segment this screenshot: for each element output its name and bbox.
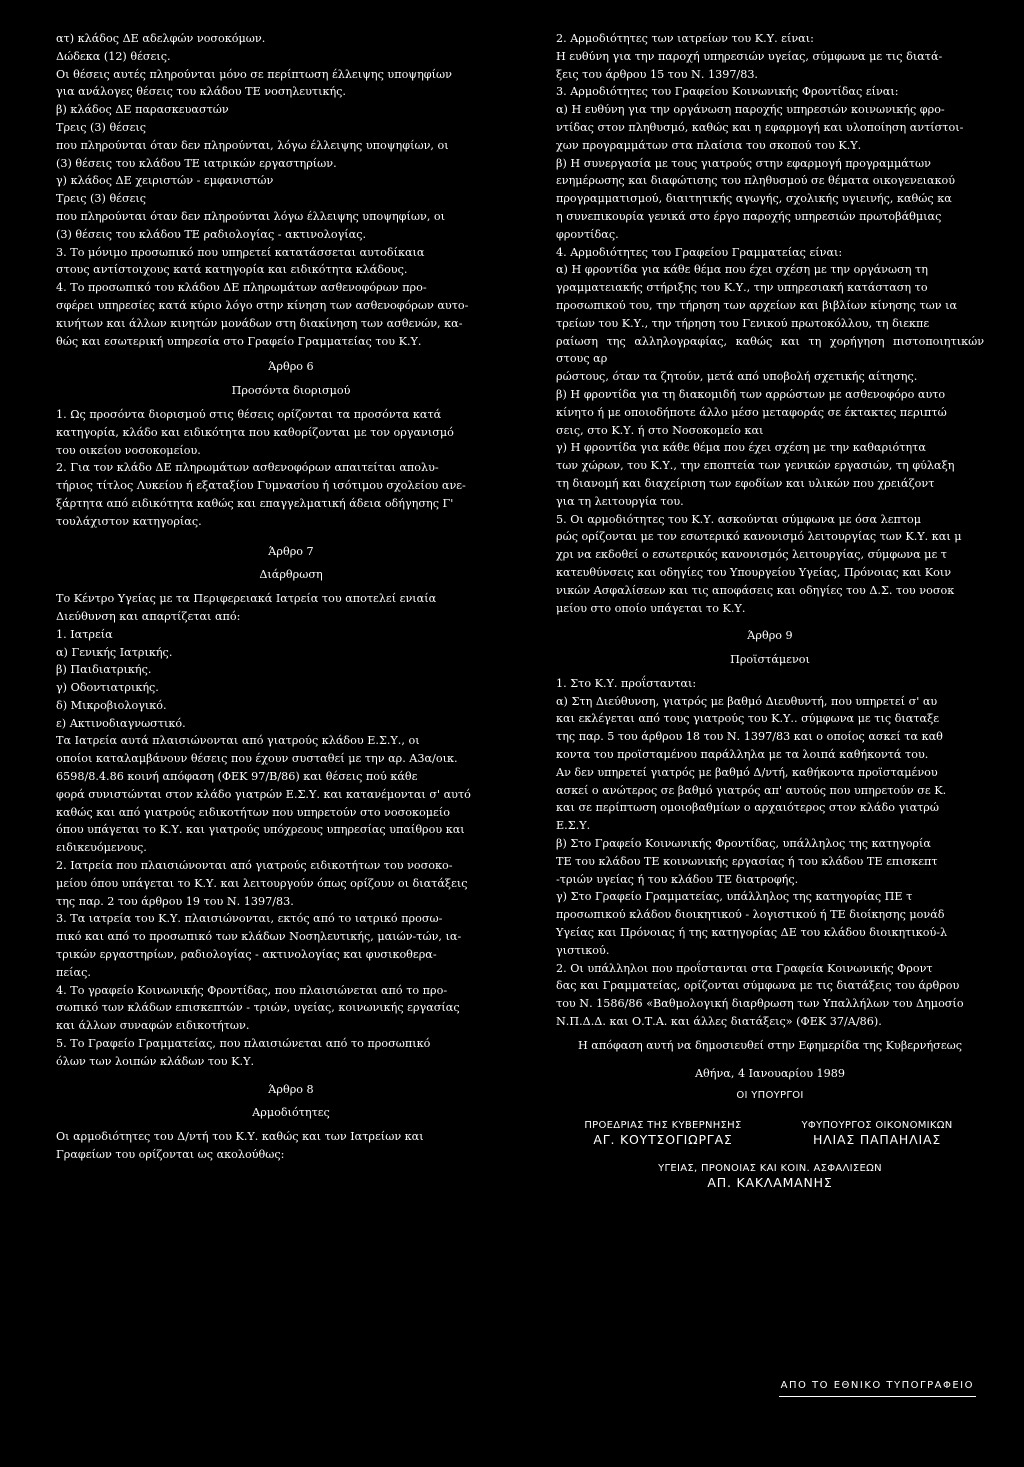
right-paragraph-2: 1. Στο Κ.Υ. προΐστανται: α) Στη Διεύθυνση, γιατρός με βαθμό Διευθυντή, που υπηρετεί σ' αυ και εκλέγεται από τους γιατρούς του Κ.Υ.. σύμφωνα με τις διαταξε της παρ. 5 του άρθρου 18 του Ν. 1397/83 και ο οποίος ασκεί τα καθ κοντα του προϊσταμένου παράλληλα με τα λοιπά καθήκοντά του. Αν δεν υπηρετεί γιατρός με βαθμό Δ/ντή, καθήκοντα προϊσταμένου ασκεί ο ανώτερος σε βαθμό γιατρός απ' αυτούς που υπηρετούν σε Κ. και σε περίπτωση ομοιοβαθμίων ο αρχαιότερος στον κλάδο γιατρώ Ε.Σ.Υ. β) Στο Γραφείο Κοινωνικής Φροντίδας, υπάλληλος της κατηγορία ΤΕ του κλάδου ΤΕ κοινωνικής εργασίας ή του κλάδου ΤΕ επισκεπτ -τριών υγείας ή του κλάδου ΤΕ διατροφής. γ) Στο Γραφείο Γραμματείας, υπάλληλος της κατηγορίας ΠΕ τ προσωπικού κλάδου διοικητικού - λογιστικού ή ΤΕ διοίκησης μονάδ Υγείας και Πρόνοιας ή της κατηγορίας ΔΕ του κλάδου διοικητικού-λ γιστικού. 2. Οι υπάλληλοι που προΐστανται στα Γραφεία Κοινωνικής Φροντ δας και Γραμματείας, ορίζονται σύμφωνα με τις διατάξεις του άρθρου του Ν. 1586/86 «Βαθμολογική διαρθρωση των Υπαλλήλων του Δημοσίο Ν.Π.Δ.Δ. και Ο.Τ.Α. και άλλες διατάξεις» (ΦΕΚ 37/Α/86). <box>556 676 964 1029</box>
signature-role: ΥΓΕΙΑΣ, ΠΡΟΝΟΙΑΣ ΚΑΙ ΚΟΙΝ. ΑΣΦΑΛΙΣΕΩΝ <box>658 1163 882 1175</box>
article-9-title: Άρθρο 9 <box>747 629 793 643</box>
left-paragraph-4: Οι αρμοδιότητες του Δ/ντή του Κ.Υ. καθώς και των Ιατρείων και Γραφείων του ορίζονται ως ακολούθως: <box>56 1130 424 1162</box>
left-paragraph-2: 1. Ως προσόντα διορισμού στις θέσεις ορίζονται τα προσόντα κατά κατηγορία, κλάδο και ειδικότητα που καθορίζονται με τον οργανισμό του οικείου νοσοκομείου. 2. Για τον κλάδο ΔΕ πληρωμάτων ασθενοφόρων απαιτείται απολυ- τήριος τίτλος Λυκείου ή εξαταξίου Γυμνασίου ή ισότιμου σχολείου ανε- ξάρτητα από ειδικότητα καθώς και επαγγελματική άδεια οδήγησης Γ' τουλάχιστον κατηγορίας. <box>56 407 466 528</box>
article-7-subtitle: Διάρθρωση <box>259 568 323 582</box>
printer-imprint: ΑΠΟ ΤΟ ΕΘΝΙΚΟ ΤΥΠΟΓΡΑΦΕΙΟ <box>779 1377 976 1397</box>
signature-role: ΠΡΟΕΔΡΙΑΣ ΤΗΣ ΚΥΒΕΡΝΗΣΗΣ <box>584 1120 742 1132</box>
signature-finance <box>770 1120 984 1147</box>
publication-order: Η απόφαση αυτή να δημοσιευθεί στην Εφημερίδα της Κυβερνήσεως <box>578 1038 962 1052</box>
signature-health <box>556 1163 984 1190</box>
signature-role: ΥΦΥΠΟΥΡΓΟΣ ΟΙΚΟΝΟΜΙΚΩΝ <box>801 1120 953 1132</box>
left-column <box>56 0 526 1164</box>
article-6-title: Άρθρο 6 <box>268 360 314 374</box>
article-8-title: Άρθρο 8 <box>268 1082 314 1096</box>
place-and-date: Αθήνα, 4 Ιανουαρίου 1989 <box>694 1066 846 1080</box>
article-6-subtitle: Προσόντα διορισμού <box>231 384 351 398</box>
article-7-title: Άρθρο 7 <box>268 544 314 558</box>
article-9-subtitle: Προϊστάμενοι <box>730 653 810 667</box>
signature-name: ΗΛΙΑΣ ΠΑΠΑΗΛΙΑΣ <box>812 1132 942 1148</box>
signatures-row <box>556 1120 984 1147</box>
right-paragraph-1: 2. Αρμοδιότητες των ιατρείων του Κ.Υ. είναι: Η ευθύνη για την παροχή υπηρεσιών υγείας, σύμφωνα με τις διατά- ξεις του άρθρου 15 του Ν. 1397/83. 3. Αρμοδιότητες του Γραφείου Κοινωνικής Φροντίδας είναι: α) Η ευθύνη για την οργάνωση παροχής υπηρεσιών κοινωνικής φρο- ντίδας στον πληθυσμό, καθώς και η εφαρμογή και υλοποίηση αντίστοι- χων προγραμμάτων στα πλαίσια του σκοπού του Κ.Υ. β) Η συνεργασία με τους γιατρούς στην εφαρμογή προγραμμάτων ενημέρωσης και διαφώτισης του πληθυσμού σε θέματα οικογενειακού προγραμματισμού, διαιτητικής αγωγής, σχολικής υγιεινής, καθώς κα η συνεπικουρία γενικά στο έργο παροχής υπηρεσιών πρωτοβάθμιας φροντίδας. 4. Αρμοδιότητες του Γραφείου Γραμματείας είναι: α) Η φροντίδα για κάθε θέμα που έχει σχέση με την οργάνωση τη γραμματειακής στήριξης του Κ.Υ., την υπηρεσιακή κατάσταση το προσωπικού του, την τήρηση των αρχείων και βιβλίων κίνησης των ια τρείων του Κ.Υ., την τήρηση του Γενικού πρωτοκόλλου, τη διεκπε ραίωση της αλληλογραφίας, καθώς και τη χορήγηση πιστοποιητικών στους αρ ρώστους, όταν τα ζητούν, μετά από υποβολή σχετικής αίτησης. β) Η φροντίδα για τη διακομιδή των αρρώστων με ασθενοφόρο αυτο κίνητο ή με οποιοδήποτε άλλο μέσο μεταφοράς σε έκτακτες περιπτώ σεις, στο Κ.Υ. ή στο Νοσοκομείο και γ) Η φροντίδα για κάθε θέμα που έχει σχέση με την καθαριότητα των χώρων, του Κ.Υ., την εποπτεία των γενικών εργασιών, τη φύλαξη τη διανομή και διαχείριση των εφοδίων και υλικών που χρειάζοντ για τη λειτουργία του. 5. Οι αρμοδιότητες του Κ.Υ. ασκούνται σύμφωνα με όσα λεπτομ ρώς ορίζονται με τον εσωτερικό κανονισμό λειτουργίας των Κ.Υ. και μ χρι να εκδοθεί ο εσωτερικός κανονισμός λειτουργίας, σύμφωνα με τ κατευθύνσεις και οδηγίες του Υπουργείου Υγείας, Πρόνοιας και Κοιν νικών Ασφαλίσεων και τις αποφάσεις και οδηγίες του Δ.Σ. του νοσοκ μείου στο οποίο υπάγεται το Κ.Υ. <box>556 32 984 615</box>
left-paragraph-3: Το Κέντρο Υγείας με τα Περιφερειακά Ιατρεία του αποτελεί ενιαία Διεύθυνση και απαρτίζεται από: 1. Ιατρεία α) Γενικής Ιατρικής. β) Παιδιατρικής. γ) Οδοντιατρικής. δ) Μικροβιολογικό. ε) Ακτινοδιαγνωστικό. Τα Ιατρεία αυτά πλαισιώνονται από γιατρούς κλάδου Ε.Σ.Υ., οι οποίοι καταλαμβάνουν θέσεις που έχουν συσταθεί με την αρ. Α3α/οικ. 6598/8.4.86 κοινή απόφαση (ΦΕΚ 97/Β/86) και θέσεις πού κάθε φορά συνιστώνται στον κλάδο γιατρών Ε.Σ.Υ. και κατανέμονται σ' αυτό καθώς και από γιατρούς ειδικοτήτων που υπηρετούν στο νοσοκομείο όπου υπάγεται το Κ.Υ. και γιατρούς υπόχρεους υπηρεσίας υπαίθρου και ειδικευόμενους. 2. Ιατρεία που πλαισιώνονται από γιατρούς ειδικοτήτων του νοσοκο- μείου όπου υπάγεται το Κ.Υ. και λειτουργούν όπως ορίζουν οι διατάξεις της παρ. 2 του άρθρου 19 του Ν. 1397/83. 3. Τα ιατρεία του Κ.Υ. πλαισιώνονται, εκτός από το ιατρικό προσω- πικό και από το προσωπικό των κλάδων Νοσηλευτικής, μαιών-τών, ια- τρικών εργαστηρίων, ραδιολογίας - ακτινολογίας και φυσικοθερα- πείας. 4. Το γραφείο Κοινωνικής Φροντίδας, που πλαισιώνεται από το προ- σωπικό των κλάδων επισκεπτών - τριών, υγείας, κοινωνικής εργασίας και άλλων συναφών ειδικοτήτων. 5. Το Γραφείο Γραμματείας, που πλαισιώνεται από το προσωπικό όλων των λοιπών κλάδων του Κ.Υ. <box>56 592 471 1068</box>
signature-presidency <box>556 1120 770 1147</box>
ministers-heading: ΟΙ ΥΠΟΥΡΓΟΙ <box>736 1090 804 1102</box>
right-column <box>556 0 984 1190</box>
article-8-subtitle: Αρμοδιότητες <box>252 1106 330 1120</box>
signature-name: ΑΓ. ΚΟΥΤΣΟΓΙΩΡΓΑΣ <box>593 1132 733 1148</box>
signature-name: ΑΠ. ΚΑΚΛΑΜΑΝΗΣ <box>707 1175 833 1191</box>
left-paragraph-1: ατ) κλάδος ΔΕ αδελφών νοσοκόμων. Δώδεκα (12) θέσεις. Οι θέσεις αυτές πληρούνται μόνο σε περίπτωση έλλειψης υποψηφίων για ανάλογες θέσεις του κλάδου ΤΕ νοσηλευτικής. β) κλάδος ΔΕ παρασκευαστών Τρεις (3) θέσεις που πληρούνται όταν δεν πληρούνται, λόγω έλλειψης υποψηφίων, οι (3) θέσεις του κλάδου ΤΕ ιατρικών εργαστηρίων. γ) κλάδος ΔΕ χειριστών - εμφανιστών Τρεις (3) θέσεις που πληρούνται όταν δεν πληρούνται λόγω έλλειψης υποψηφίων, οι (3) θέσεις του κλάδου ΤΕ ραδιολογίας - ακτινολογίας. 3. Το μόνιμο προσωπικό που υπηρετεί κατατάσσεται αυτοδίκαια στους αντίστοιχους κατά κατηγορία και ειδικότητα κλάδους. 4. Το προσωπικό του κλάδου ΔΕ πληρωμάτων ασθενοφόρων προ- σφέρει υπηρεσίες κατά κύριο λόγο στην κίνηση των ασθενοφόρων αυτο- κινήτων και άλλων κινητών μονάδων στη διακίνηση των ασθενών, κα- θώς και εσωτερική υπηρεσία στο Γραφείο Γραμματείας του Κ.Υ. <box>56 32 469 348</box>
